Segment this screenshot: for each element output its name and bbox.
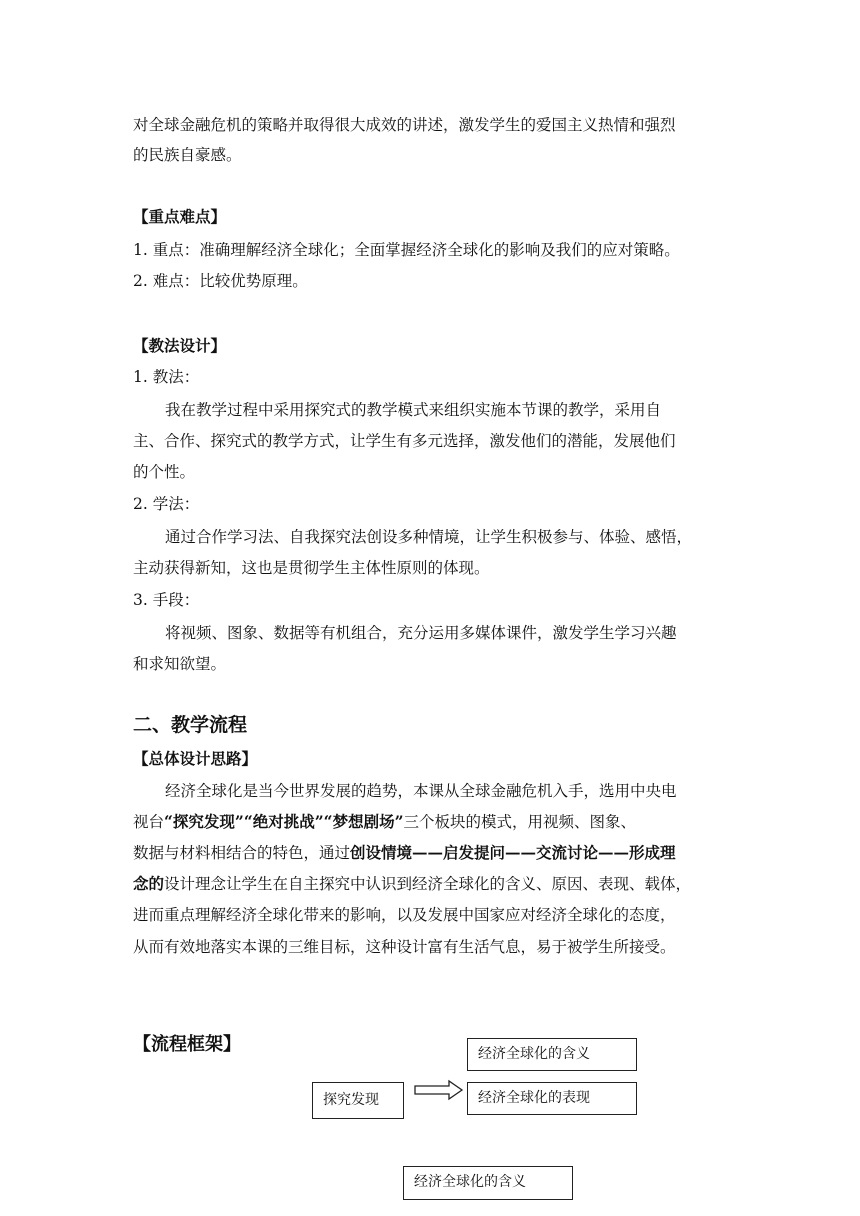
design-bold-text: 创设情境——启发提问——交流讨论——形成理 [350, 843, 676, 862]
process-section-title: 二、教学流程 [133, 714, 248, 736]
intro-line-2: 的民族自豪感。 [133, 146, 242, 164]
intro-line-1: 对全球金融危机的策略并取得很大成效的讲述，激发学生的爱国主义热情和强烈 [133, 116, 676, 134]
key-point-1: 1. 重点：准确理解经济全球化；全面掌握经济全球化的影响及我们的应对策略。 [133, 241, 680, 259]
means-text-1: 将视频、图象、数据等有机组合，充分运用多媒体课件，激发学生学习兴趣 [165, 624, 677, 642]
flow-box-explore: 探究发现 [312, 1082, 404, 1119]
teaching-method-text-3: 的个性。 [133, 463, 196, 481]
design-text: 设计理念让学生在自主探究中认识到经济全球化的含义、原因、表现、载体， [164, 875, 692, 893]
means-label: 3. 手段： [133, 591, 200, 609]
design-paragraph-line-6: 从而有效地落实本课的三维目标，这种设计富有生活气息，易于被学生所接受。 [133, 938, 676, 956]
design-text: 数据与材料相结合的特色，通过 [133, 844, 351, 862]
design-paragraph-line-2 [133, 812, 636, 832]
learning-method-label: 2. 学法： [133, 495, 200, 513]
flow-box-meaning-2: 经济全球化的含义 [403, 1166, 573, 1200]
key-point-2: 2. 难点：比较优势原理。 [133, 272, 308, 290]
design-paragraph-line-5: 进而重点理解经济全球化带来的影响，以及发展中国家应对经济全球化的态度， [133, 906, 676, 924]
flow-arrow-icon [414, 1079, 464, 1101]
means-text-2: 和求知欲望。 [133, 655, 227, 673]
learning-method-text-1: 通过合作学习法、自我探究法创设多种情境，让学生积极参与、体验、感悟， [165, 528, 693, 546]
design-bold-text: 念的 [133, 874, 165, 893]
flow-box-meaning: 经济全球化的含义 [467, 1038, 637, 1071]
design-bold-text: “探究发现”“绝对挑战”“梦想剧场” [164, 812, 404, 831]
key-points-heading: 【重点难点】 [133, 208, 227, 226]
flow-heading: 【流程框架】 [133, 1034, 241, 1055]
teaching-method-text-1: 我在教学过程中采用探究式的教学模式来组织实施本节课的教学，采用自 [165, 401, 662, 419]
design-paragraph-line-3 [133, 843, 676, 863]
teaching-method-text-2: 主、合作、探究式的教学方式，让学生有多元选择，激发他们的潜能，发展他们 [133, 432, 676, 450]
design-text: 三个板块的模式，用视频、图象、 [403, 813, 637, 831]
design-heading: 【总体设计思路】 [133, 750, 258, 768]
design-paragraph-line-4 [133, 874, 691, 894]
flow-box-manifestation: 经济全球化的表现 [467, 1082, 637, 1115]
design-paragraph-line-1: 经济全球化是当今世界发展的趋势，本课从全球金融危机入手，选用中央电 [165, 782, 677, 800]
teaching-method-label: 1. 教法： [133, 368, 200, 386]
design-text: 视台 [133, 813, 165, 831]
learning-method-text-2: 主动获得新知，这也是贯彻学生主体性原则的体现。 [133, 559, 490, 577]
method-heading: 【教法设计】 [133, 337, 227, 355]
